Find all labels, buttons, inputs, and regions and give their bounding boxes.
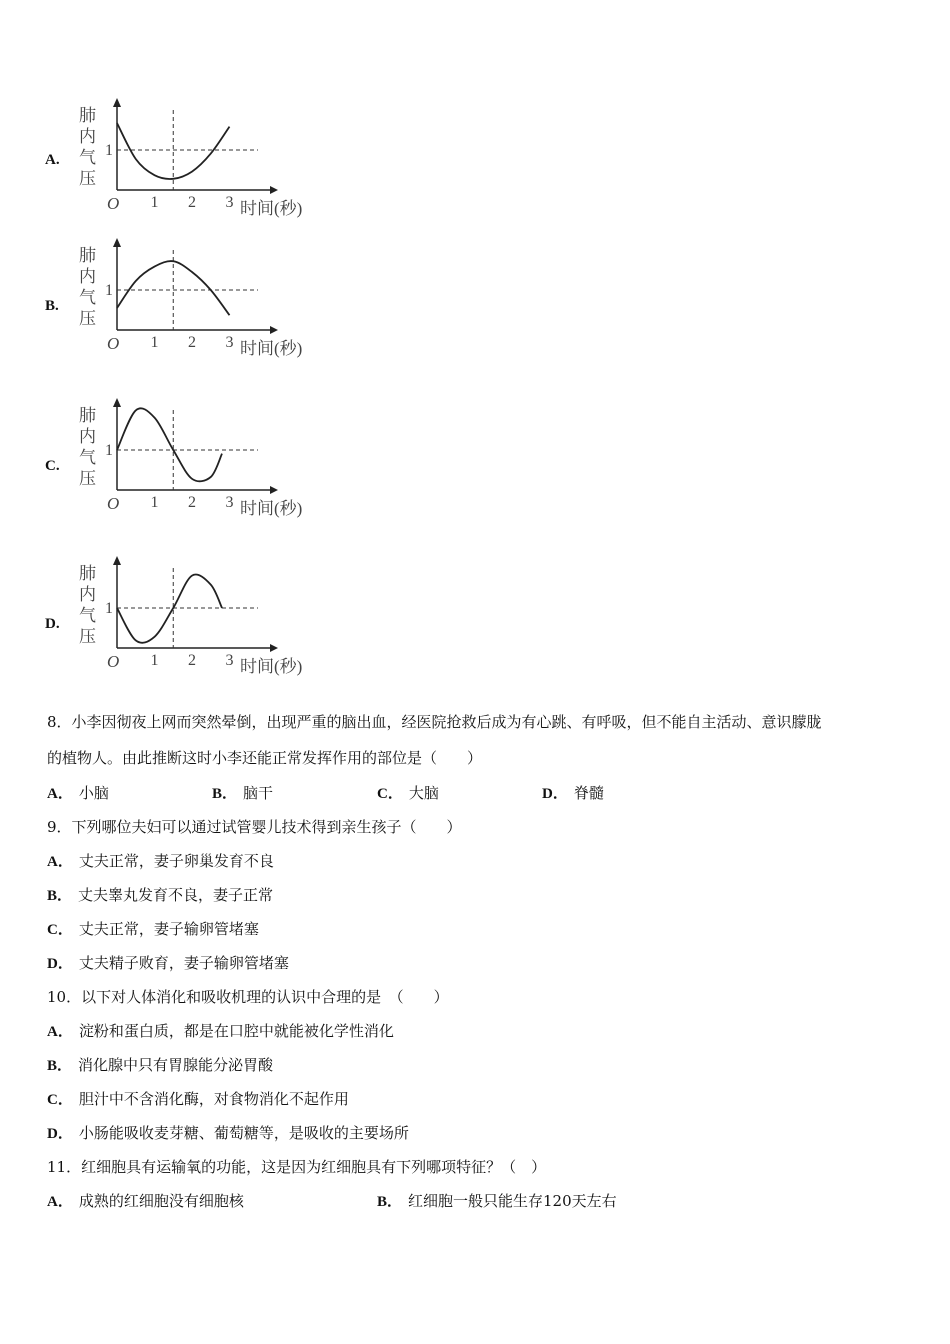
y-axis-arrow bbox=[113, 556, 121, 565]
x-tick-label: 3 bbox=[225, 194, 234, 211]
option-label-d: D. bbox=[45, 616, 60, 632]
option-letter: D． bbox=[47, 1126, 73, 1142]
q9-option-a[interactable] bbox=[47, 850, 274, 871]
x-tick-label: 2 bbox=[188, 652, 196, 669]
q9-option-b[interactable] bbox=[47, 884, 273, 905]
x-axis-label: 时间(秒) bbox=[240, 499, 303, 518]
x-axis-arrow bbox=[270, 486, 278, 494]
option-text: 丈夫睾丸发育不良，妻子正常 bbox=[78, 886, 274, 904]
graph-svg bbox=[70, 395, 330, 520]
option-text: 脊髓 bbox=[573, 784, 604, 802]
option-letter: B． bbox=[377, 1194, 403, 1210]
q11-option-b[interactable] bbox=[377, 1190, 617, 1211]
graph-svg bbox=[70, 95, 330, 220]
y-axis-label-char: 内 bbox=[79, 267, 96, 286]
x-axis-label: 时间(秒) bbox=[240, 339, 303, 358]
option-text: 丈夫正常，妻子卵巢发育不良 bbox=[78, 852, 274, 870]
y-axis-label-char: 气 bbox=[79, 606, 96, 625]
x-tick-label: 2 bbox=[188, 334, 196, 351]
q8-option-a[interactable] bbox=[47, 782, 109, 803]
q11-option-a[interactable] bbox=[47, 1190, 244, 1211]
option-text: 小肠能吸收麦芽糖、葡萄糖等，是吸收的主要场所 bbox=[78, 1124, 409, 1142]
option-label-b: B. bbox=[45, 298, 59, 314]
x-tick-label: 3 bbox=[225, 334, 234, 351]
x-axis-label: 时间(秒) bbox=[240, 199, 303, 218]
y-axis-label-char: 肺 bbox=[79, 564, 96, 583]
graph-c bbox=[70, 395, 330, 524]
option-letter: B． bbox=[47, 1058, 73, 1074]
option-letter: A． bbox=[47, 854, 73, 870]
graph-b bbox=[70, 235, 330, 364]
pressure-curve bbox=[117, 408, 222, 481]
y-axis-label-char: 内 bbox=[79, 427, 96, 446]
option-text: 丈夫精子败育，妻子输卵管堵塞 bbox=[78, 954, 289, 972]
graph-d bbox=[70, 553, 330, 682]
y-axis-label-char: 内 bbox=[79, 585, 96, 604]
y-axis-label-char: 肺 bbox=[79, 406, 96, 425]
option-text: 红细胞一般只能生存120天左右 bbox=[408, 1192, 617, 1210]
y-axis-arrow bbox=[113, 398, 121, 407]
origin-label: O bbox=[107, 494, 120, 513]
option-text: 大脑 bbox=[408, 784, 439, 802]
origin-label: O bbox=[107, 194, 120, 213]
option-text: 淀粉和蛋白质，都是在口腔中就能被化学性消化 bbox=[78, 1022, 394, 1040]
q9-option-d[interactable] bbox=[47, 952, 289, 973]
y-axis-label-char: 压 bbox=[79, 627, 96, 646]
y-axis-label-char: 压 bbox=[79, 309, 96, 328]
x-tick-label: 3 bbox=[225, 494, 234, 511]
option-text: 脑干 bbox=[243, 784, 274, 802]
origin-label: O bbox=[107, 334, 120, 353]
x-tick-label: 1 bbox=[150, 334, 159, 351]
option-text: 丈夫正常，妻子输卵管堵塞 bbox=[78, 920, 259, 938]
q8-stem-line1: 8．小李因彻夜上网而突然晕倒，出现严重的脑出血，经医院抢救后成为有心跳、有呼吸，但不能自主活动、意识朦胧 bbox=[47, 713, 822, 731]
x-axis-arrow bbox=[270, 326, 278, 334]
y-axis-label-char: 压 bbox=[79, 169, 96, 188]
q10-option-a[interactable] bbox=[47, 1020, 394, 1041]
pressure-curve bbox=[117, 575, 222, 643]
option-letter: B． bbox=[47, 888, 73, 904]
x-axis-arrow bbox=[270, 186, 278, 194]
x-tick-label: 2 bbox=[188, 194, 196, 211]
x-tick-label: 1 bbox=[150, 194, 159, 211]
option-letter: A． bbox=[47, 1024, 73, 1040]
y-tick-label: 1 bbox=[105, 600, 113, 617]
option-label-c: C. bbox=[45, 458, 60, 474]
q8-stem-line2: 的植物人。由此推断这时小李还能正常发挥作用的部位是（ ） bbox=[47, 749, 483, 767]
y-axis-arrow bbox=[113, 98, 121, 107]
y-tick-label: 1 bbox=[105, 442, 113, 459]
y-axis-label-char: 气 bbox=[79, 148, 96, 167]
q11-stem: 11．红细胞具有运输氧的功能，这是因为红细胞具有下列哪项特征？（ ） bbox=[47, 1158, 547, 1176]
q8-option-d[interactable] bbox=[542, 782, 604, 803]
q8-option-c[interactable] bbox=[377, 782, 439, 803]
q8-option-b[interactable] bbox=[212, 782, 273, 803]
x-tick-label: 1 bbox=[150, 652, 159, 669]
graph-svg bbox=[70, 235, 330, 360]
y-axis-label-char: 气 bbox=[79, 288, 96, 307]
y-axis-label-char: 内 bbox=[79, 127, 96, 146]
option-letter: D． bbox=[542, 786, 568, 802]
option-label-a: A. bbox=[45, 152, 60, 168]
q9-stem: 9．下列哪位夫妇可以通过试管婴儿技术得到亲生孩子（ ） bbox=[47, 818, 462, 836]
q10-option-d[interactable] bbox=[47, 1122, 409, 1143]
q10-option-c[interactable] bbox=[47, 1088, 349, 1109]
option-letter: A． bbox=[47, 786, 73, 802]
y-axis-label-char: 压 bbox=[79, 469, 96, 488]
option-letter: D． bbox=[47, 956, 73, 972]
y-tick-label: 1 bbox=[105, 282, 113, 299]
y-axis-label-char: 肺 bbox=[79, 106, 96, 125]
y-tick-label: 1 bbox=[105, 142, 113, 159]
option-text: 胆汁中不含消化酶，对食物消化不起作用 bbox=[78, 1090, 349, 1108]
option-letter: B． bbox=[212, 786, 238, 802]
x-axis-arrow bbox=[270, 644, 278, 652]
q10-option-b[interactable] bbox=[47, 1054, 273, 1075]
option-letter: C． bbox=[377, 786, 403, 802]
q10-stem: 10．以下对人体消化和吸收机理的认识中合理的是 （ ） bbox=[47, 988, 449, 1006]
option-letter: A． bbox=[47, 1194, 73, 1210]
option-text: 小脑 bbox=[78, 784, 109, 802]
y-axis-arrow bbox=[113, 238, 121, 247]
option-text: 消化腺中只有胃腺能分泌胃酸 bbox=[78, 1056, 274, 1074]
graph-svg bbox=[70, 553, 330, 678]
x-axis-label: 时间(秒) bbox=[240, 657, 303, 676]
option-letter: C． bbox=[47, 1092, 73, 1108]
x-tick-label: 3 bbox=[225, 652, 234, 669]
origin-label: O bbox=[107, 652, 120, 671]
x-tick-label: 1 bbox=[150, 494, 159, 511]
option-text: 成熟的红细胞没有细胞核 bbox=[78, 1192, 244, 1210]
y-axis-label-char: 气 bbox=[79, 448, 96, 467]
option-letter: C． bbox=[47, 922, 73, 938]
y-axis-label-char: 肺 bbox=[79, 246, 96, 265]
graph-a bbox=[70, 95, 330, 224]
x-tick-label: 2 bbox=[188, 494, 196, 511]
q9-option-c[interactable] bbox=[47, 918, 259, 939]
